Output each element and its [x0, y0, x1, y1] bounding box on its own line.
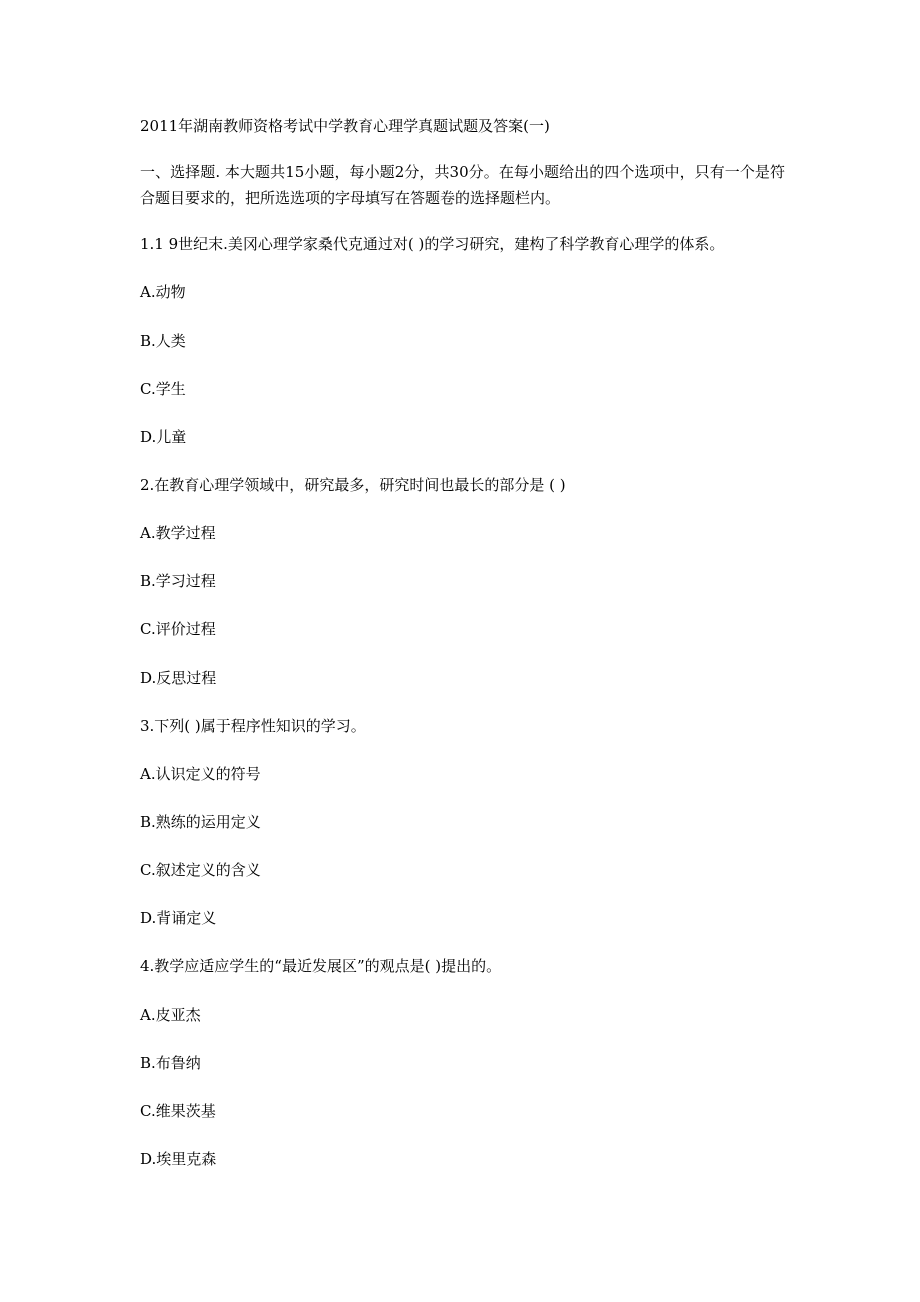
question-2-option-c: C.评价过程 — [140, 620, 216, 638]
section-intro: 一、选择题. 本大题共15小题，每小题2分，共30分。在每小题给出的四个选项中，只有一个是符合题目要求的，把所选选项的字母填写在答题卷的选择题栏内。 — [140, 163, 785, 207]
question-4-option-c: C.维果茨基 — [140, 1102, 216, 1120]
question-3-option-d: D.背诵定义 — [140, 909, 217, 927]
question-2-stem: 2.在教育心理学领域中，研究最多，研究时间也最长的部分是 ( ) — [140, 476, 566, 494]
question-4-stem: 4.教学应适应学生的“最近发展区”的观点是( )提出的。 — [140, 957, 502, 975]
question-1-stem: 1.1 9世纪末.美冈心理学家桑代克通过对( )的学习研究，建构了科学教育心理学的体系。 — [140, 235, 725, 253]
question-1-option-c: C.学生 — [140, 380, 186, 398]
question-2-option-b: B.学习过程 — [140, 572, 216, 590]
question-3-stem: 3.下列( )属于程序性知识的学习。 — [140, 717, 366, 735]
question-3-option-b: B.熟练的运用定义 — [140, 813, 261, 831]
question-4-option-d: D.埃里克森 — [140, 1150, 217, 1168]
question-1-option-d: D.儿童 — [140, 428, 187, 446]
question-1-option-b: B.人类 — [140, 332, 186, 350]
document-title: 2011年湖南教师资格考试中学教育心理学真题试题及答案(一) — [140, 117, 550, 135]
question-2-option-d: D.反思过程 — [140, 669, 217, 687]
question-3-option-a: A.认识定义的符号 — [140, 765, 261, 783]
question-3-option-c: C.叙述定义的含义 — [140, 861, 261, 879]
question-4-option-b: B.布鲁纳 — [140, 1054, 201, 1072]
question-1-option-a: A.动物 — [140, 283, 186, 301]
question-4-option-a: A.皮亚杰 — [140, 1006, 201, 1024]
question-2-option-a: A.教学过程 — [140, 524, 216, 542]
